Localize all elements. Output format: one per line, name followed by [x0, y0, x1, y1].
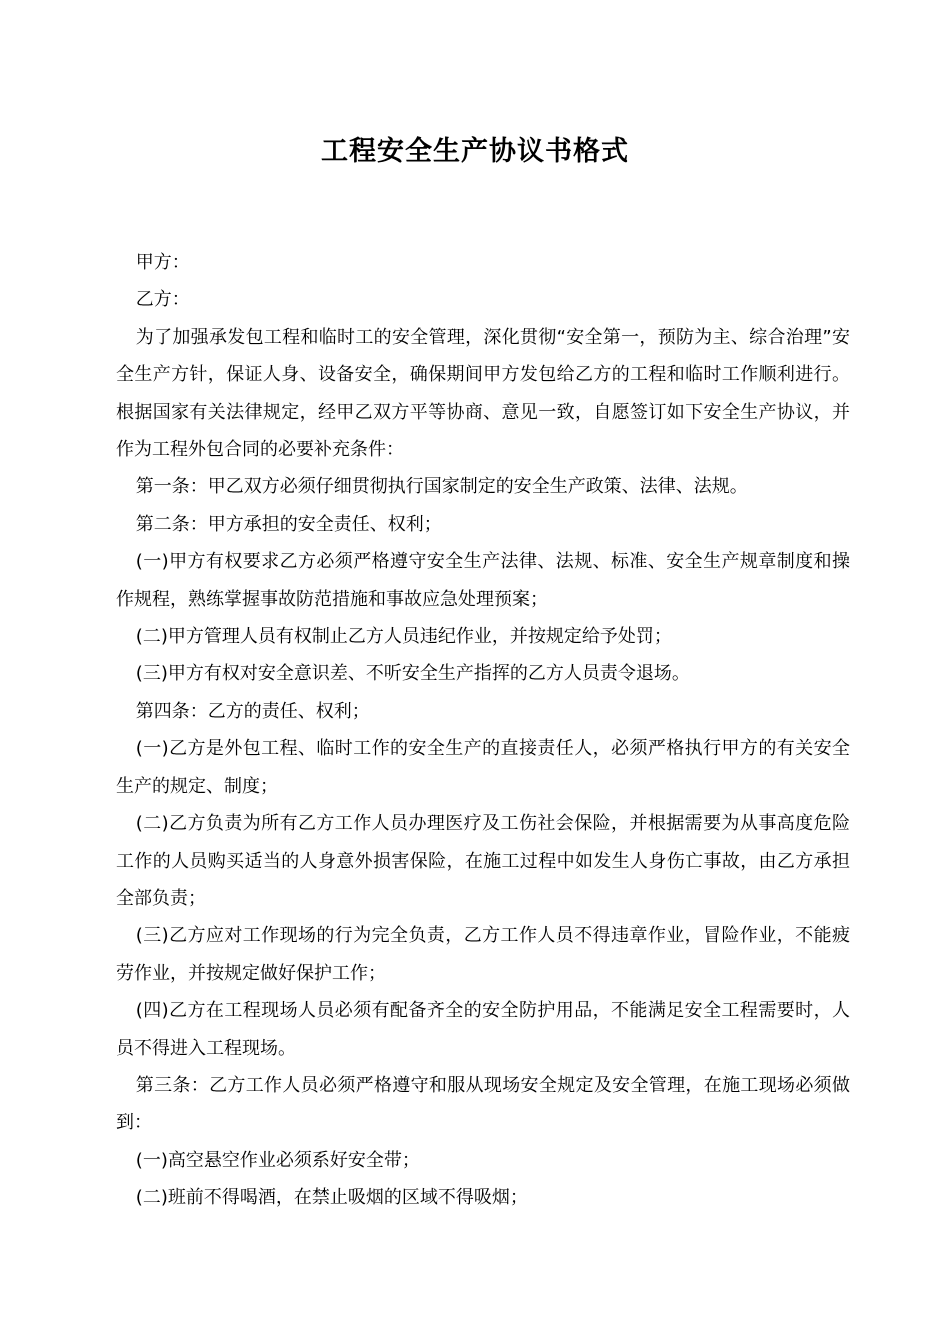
- article-3-item-1: (一)高空悬空作业必须系好安全带；: [135, 1149, 420, 1171]
- preamble-paragraph: 为了加强承发包工程和临时工的安全管理，深化贯彻“安全第一，预防为主、综合治理”安全生产方针，保证人身、设备安全，确保期间甲方发包给乙方的工程和临时工作顺利进行。根据国家有关法律规定，经甲乙双方平等协商、意见一致，自愿签订如下安全生产协议，并作为工程外包合同的必要补充条件：: [116, 326, 850, 461]
- article-4-item-4: (四)乙方在工程现场人员必须有配备齐全的安全防护用品，不能满足安全工程需要时，人员不得进入工程现场。: [116, 1000, 850, 1059]
- article-4-heading: 第四条：乙方的责任、权利；: [135, 700, 370, 722]
- article-2-heading: 第二条：甲方承担的安全责任、权利；: [135, 513, 442, 535]
- document-title: 工程安全生产协议书格式: [321, 136, 629, 167]
- article-2-item-3: (三)甲方有权对安全意识差、不听安全生产指挥的乙方人员责令退场。: [135, 663, 690, 685]
- party-b-line: 乙方：: [135, 289, 190, 311]
- article-2-item-2: (二)甲方管理人员有权制止乙方人员违纪作业，并按规定给予处罚；: [135, 626, 672, 648]
- party-a-line: 甲方：: [135, 252, 190, 273]
- article-4-item-2: (二)乙方负责为所有乙方工作人员办理医疗及工伤社会保险，并根据需要为从事高度危险工作的人员购买适当的人身意外损害保险，在施工过程中如发生人身伤亡事故，由乙方承担全部负责；: [116, 813, 850, 909]
- article-3-item-2: (二)班前不得喝酒，在禁止吸烟的区域不得吸烟；: [135, 1187, 528, 1209]
- document-body: [116, 244, 850, 1217]
- article-1: 第一条：甲乙双方必须仔细贯彻执行国家制定的安全生产政策、法律、法规。: [135, 476, 748, 498]
- article-2-item-1: (一)甲方有权要求乙方必须严格遵守安全生产法律、法规、标准、安全生产规章制度和操作规程，熟练掌握事故防范措施和事故应急处理预案；: [116, 551, 850, 610]
- article-3-heading: 第三条：乙方工作人员必须严格遵守和服从现场安全规定及安全管理，在施工现场必须做到：: [116, 1074, 850, 1134]
- article-4-item-1: (一)乙方是外包工程、临时工作的安全生产的直接责任人，必须严格执行甲方的有关安全生产的规定、制度；: [116, 738, 850, 797]
- article-4-item-3: (三)乙方应对工作现场的行为完全负责，乙方工作人员不得违章作业，冒险作业，不能疲劳作业，并按规定做好保护工作；: [116, 925, 850, 984]
